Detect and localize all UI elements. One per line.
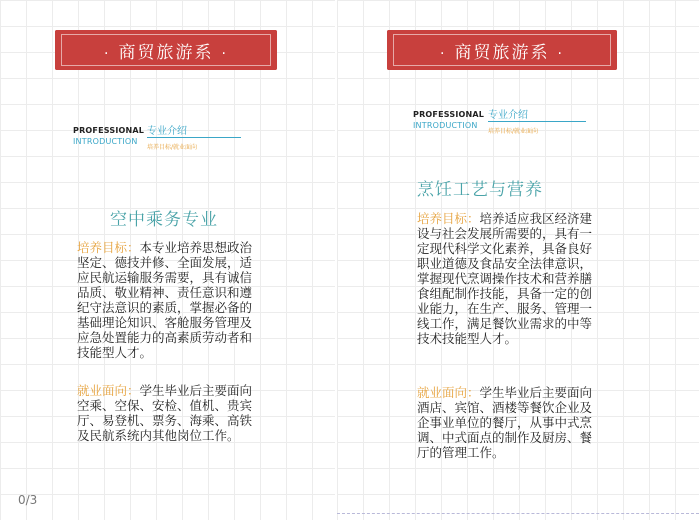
goal-text: 培养适应我区经济建设与社会发展所需要的，具有一定现代科学文化素养，具备良好职业道德及食品安全法律意识，掌握现代烹调操作技术和营养膳食组配制作技能，具备一定的创业能力，在生产、服务、管理一线工作，满足餐饮业需求的中等技术技能型人才。	[417, 211, 593, 346]
goal-label: 培养目标：	[417, 211, 480, 226]
page-counter: 0/3	[18, 493, 38, 507]
section-subheading: 培养目标/就业面向	[147, 144, 198, 151]
section-heading-en	[413, 109, 484, 131]
job-paragraph	[77, 383, 255, 443]
goal-paragraph	[77, 240, 255, 360]
banner-title: 商贸旅游系	[118, 42, 214, 63]
dot-icon: ·	[440, 45, 447, 62]
section-en-line2: INTRODUCTION	[73, 137, 138, 146]
job-paragraph	[417, 385, 599, 460]
section-heading-en	[73, 125, 144, 147]
goal-paragraph	[417, 211, 599, 346]
section-en-line1: PROFESSIONAL	[73, 126, 145, 135]
job-text: 学生毕业后主要面向空乘、空保、安检、值机、贵宾厅、易登机、票务、海乘、高铁及民航系统内其他岗位工作。	[77, 383, 253, 443]
dot-icon: ·	[104, 45, 111, 62]
job-label: 就业面向：	[77, 383, 140, 398]
goal-text: 本专业培养思想政治坚定、德技并修、全面发展，适应民航运输服务需要，具有诚信品质、敬业精神、责任意识和遵纪守法意识的素质，掌握必备的基础理论知识、客舱服务管理及应急处置能力的高素质劳动者和技能型人才。	[77, 240, 253, 360]
job-text: 学生毕业后主要面向酒店、宾馆、酒楼等餐饮企业及企事业单位的餐厅，从事中式烹调、中式面点的制作及厨房、餐厅的管理工作。	[417, 385, 593, 460]
goal-label: 培养目标：	[77, 240, 140, 255]
section-en-line2: INTRODUCTION	[413, 121, 478, 130]
dot-icon: ·	[221, 45, 228, 62]
job-label: 就业面向：	[417, 385, 480, 400]
banner-title-group	[432, 38, 572, 63]
major-title: 烹饪工艺与营养	[417, 180, 543, 200]
section-heading-zh: 专业介绍	[147, 122, 241, 138]
major-title: 空中乘务专业	[110, 210, 218, 230]
banner	[387, 30, 617, 70]
divider	[337, 513, 699, 514]
dot-icon: ·	[557, 45, 564, 62]
section-subheading: 培养目标/就业面向	[488, 128, 539, 135]
banner	[55, 30, 277, 70]
banner-title: 商贸旅游系	[454, 42, 550, 63]
section-heading-zh: 专业介绍	[488, 106, 586, 122]
section-en-line1: PROFESSIONAL	[413, 110, 485, 119]
banner-title-group	[96, 38, 236, 63]
